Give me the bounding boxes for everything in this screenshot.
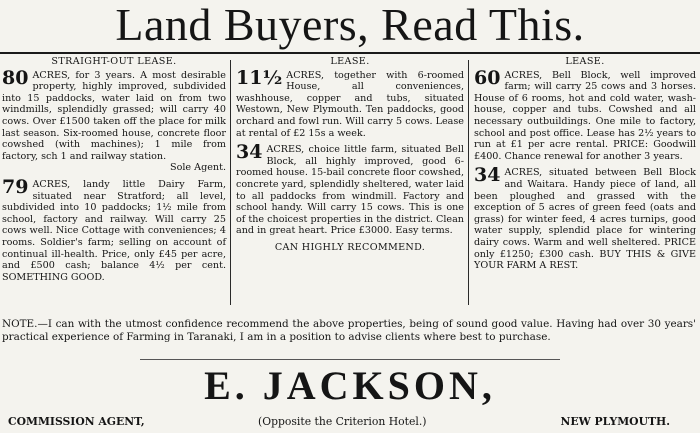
agent-title: COMMISSION AGENT, <box>8 415 145 428</box>
listing-text: ACRES, landy little Dairy Farm, situated near Stratford; all level, subdivided into 10 paddocks; 1½ mile from school, factory and railway. Will carry 25 cows well. Nice Cottage with conveniences; 4 rooms. Soldier's farm; selling on account of continual ill-health. Price, only £45 per acre, and £500 cash; balance 4½ per cent. SOMETHING GOOD. <box>2 178 226 283</box>
note-text: —I can with the utmost confidence recommend the above properties, being of sound good value. Having had over 30 years' practical experience of Farming in Taranaki, I am in a position to advise clients where best to purchase. <box>2 318 696 343</box>
listing-acreage: 34 <box>474 164 501 187</box>
top-rule <box>0 52 700 54</box>
listing-text: ACRES, Bell Block, well improved farm; will carry 25 cows and 3 horses. House of 6 rooms, hot and cold water, wash-house, copper and tubs. Cowshed and all necessary outbuildings. One mile to factory, school and post office. Lease has 2½ years to run at £1 per acre rental. PRICE: Goodwill £400. Chance renewal for another 3 years. <box>474 69 696 162</box>
listing-text: ACRES, together with 6-roomed House, all conveniences, washhouse, copper and tubs, situated Westown, New Plymouth. Ten paddocks, good orchard and fowl run. Will carry 5 cows. Lease at rental of £2 15s a week. <box>236 69 464 139</box>
bottom-rule <box>140 359 560 360</box>
column-divider <box>468 60 469 305</box>
listing-text: ACRES, situated between Bell Block and Waitara. Handy piece of land, all been ploughed and grassed with the exception of 5 acres of green feed (oats and grass) for winter feed, 4 acres turnips, good water supply, splendid place for wintering dairy cows. Warm and well sheltered. PRICE only £1250; £300 cash. BUY THIS & GIVE YOUR FARM A REST. <box>474 167 696 272</box>
listing-text: ACRES, for 3 years. A most desirable property, highly improved, subdivided into 15 paddocks, water laid on from two windmills, splendidly grassed; will carry 40 cows. Over £1500 taken off the place for milk last season. Six-roomed house, concrete floor cowshed (with machines); 1 mile from factory, sch 1 and railway station. <box>2 69 226 162</box>
column-heading: LEASE. <box>565 56 605 67</box>
listing-acreage: 79 <box>2 175 29 198</box>
listing-ad <box>2 66 226 174</box>
agent-note <box>2 318 696 343</box>
column-closing-line: CAN HIGHLY RECOMMEND. <box>274 241 426 253</box>
listing-ad <box>236 141 464 237</box>
headline: Land Buyers, Read This. <box>115 0 585 50</box>
listing-acreage: 80 <box>2 66 29 89</box>
column-heading: STRAIGHT-OUT LEASE. <box>51 56 177 67</box>
agent-name: E. JACKSON, <box>204 363 496 408</box>
listing-text: ACRES, choice little farm, situated Bell Block, all highly improved, good 6-roomed house. 15-bail concrete floor cowshed, concrete yard, splendidly sheltered, water laid to all paddocks from windmill. Factory and school handy. Will carry 15 cows. This is one of the choicest properties in the district. Clean and in great heart. Price £3000. Easy terms. <box>236 144 464 237</box>
listing-ad <box>2 175 226 283</box>
agent-address: (Opposite the Criterion Hotel.) <box>258 415 427 428</box>
column-heading: LEASE. <box>330 56 370 67</box>
column-divider <box>230 60 231 305</box>
agent-town: NEW PLYMOUTH. <box>560 415 670 428</box>
listing-sign: Sole Agent. <box>170 162 226 174</box>
listing-ad <box>236 66 464 140</box>
column-straight-out-lease <box>2 56 226 288</box>
note-label: NOTE. <box>2 318 38 330</box>
listing-acreage: 60 <box>474 66 501 89</box>
column-lease-right <box>474 56 696 277</box>
listing-acreage: 34 <box>236 141 263 164</box>
listing-ad <box>474 66 696 163</box>
column-lease-center <box>236 56 464 254</box>
listing-ad <box>474 164 696 272</box>
footer <box>0 414 700 430</box>
listing-acreage: 11½ <box>236 66 283 89</box>
